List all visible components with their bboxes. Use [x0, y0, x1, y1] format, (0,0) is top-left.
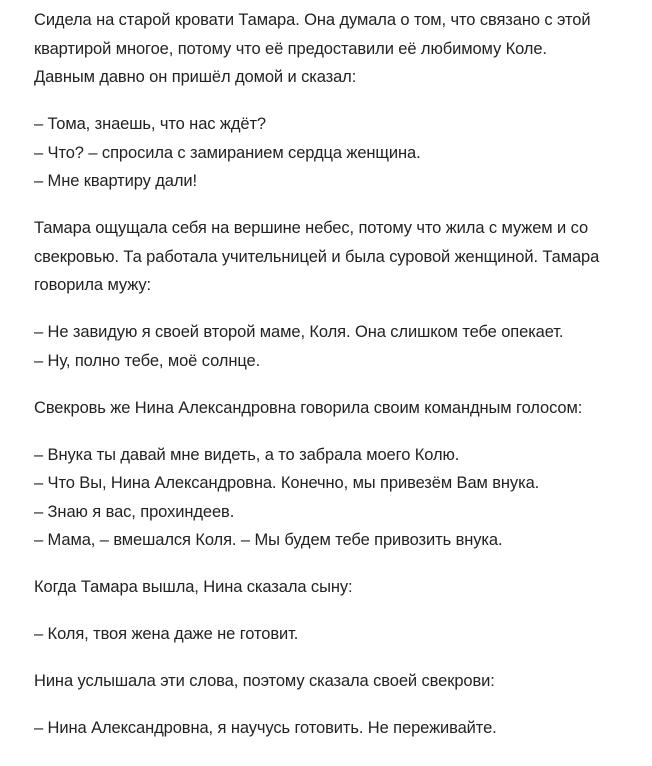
dialogue-block: [34, 318, 646, 375]
dialogue-line: – Что Вы, Нина Александровна. Конечно, мы привезём Вам внука.: [34, 474, 540, 492]
dialogue-line: – Нина Александровна, я научусь готовить. Не переживайте.: [34, 719, 497, 737]
paragraph: [34, 573, 646, 602]
dialogue-line: – Не завидую я своей второй маме, Коля. Она слишком тебе опекает.: [34, 323, 564, 341]
text-line: Давным давно он пришёл домой и сказал:: [34, 68, 357, 86]
dialogue-line: – Мне квартиру дали!: [34, 172, 198, 190]
dialogue-block: [34, 110, 646, 196]
dialogue-block: [34, 714, 646, 743]
text-line: Нина услышала эти слова, поэтому сказала своей свекрови:: [34, 672, 495, 690]
text-line: квартирой многое, потому что её предоставили её любимому Коле.: [34, 39, 547, 58]
paragraph: [34, 6, 646, 92]
text-line: Сидела на старой кровати Тамара. Она думала о том, что связано с этой: [34, 11, 591, 29]
dialogue-line: – Мама, – вмешался Коля. – Мы будем тебе привозить внука.: [34, 531, 503, 549]
dialogue-line: – Внука ты давай мне видеть, а то забрала моего Колю.: [34, 445, 460, 464]
text-line: говорила мужу:: [34, 276, 151, 294]
dialogue-line: – Знаю я вас, прохиндеев.: [34, 502, 235, 521]
dialogue-line: – Тома, знаешь, что нас ждёт?: [34, 115, 266, 133]
paragraph: [34, 667, 646, 696]
text-line: свекровью. Та работала учительницей и была суровой женщиной. Тамара: [34, 247, 600, 266]
dialogue-line: – Ну, полно тебе, моё солнце.: [34, 351, 261, 370]
dialogue-block: [34, 441, 646, 555]
dialogue-block: [34, 620, 646, 649]
article-body: [34, 6, 646, 761]
dialogue-line: – Коля, твоя жена даже не готовит.: [34, 625, 299, 643]
text-line: Тамара ощущала себя на вершине небес, потому что жила с мужем и со: [34, 219, 589, 237]
text-line: Свекровь же Нина Александровна говорила своим командным голосом:: [34, 398, 583, 417]
dialogue-line: – Что? – спросила с замиранием сердца женщина.: [34, 143, 421, 162]
paragraph: [34, 214, 646, 300]
text-line: Когда Тамара вышла, Нина сказала сыну:: [34, 578, 353, 596]
paragraph: [34, 394, 646, 423]
